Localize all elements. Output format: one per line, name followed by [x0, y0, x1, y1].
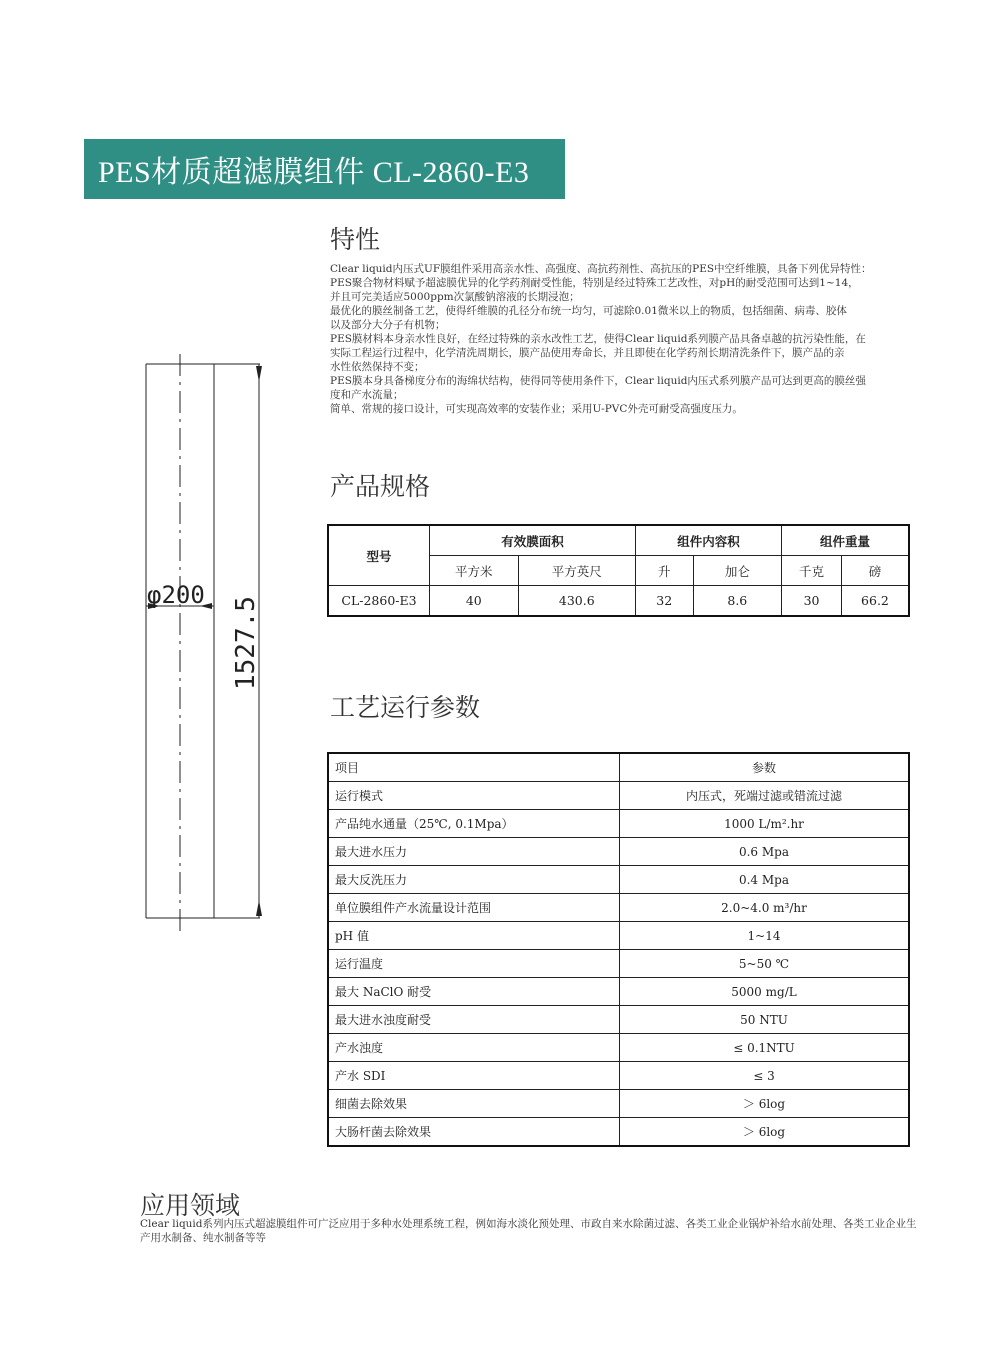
length-label: 1527.5	[231, 596, 261, 690]
param-name: 大肠杆菌去除效果	[328, 1118, 620, 1147]
table-row	[328, 810, 909, 838]
feature-line: 以及部分大分子有机物；	[330, 319, 446, 331]
feature-line: PES聚合物材料赋予超滤膜优异的化学药剂耐受性能，特别是经过特殊工艺改性，对pH的耐受范围可达到1~14，	[330, 277, 859, 289]
spec-lb: 66.2	[841, 586, 909, 617]
param-name: 最大 NaClO 耐受	[328, 978, 620, 1006]
spec-m2: 40	[430, 586, 519, 617]
spec-header-model: 型号	[328, 525, 430, 586]
table-row	[328, 1034, 909, 1062]
feature-line: PES膜本身具备梯度分布的海绵状结构，使得同等使用条件下，Clear liquid内压式系列膜产品可达到更高的膜丝强	[330, 375, 866, 387]
spec-header-weight: 组件重量	[782, 525, 909, 556]
table-row	[328, 838, 909, 866]
param-value: 0.6 Mpa	[620, 838, 910, 866]
feature-line: PES膜材料本身亲水性良好，在经过特殊的亲水改性工艺，使得Clear liquid系列膜产品具备卓越的抗污染性能，在	[330, 333, 866, 345]
table-row	[328, 922, 909, 950]
unit-l: 升	[635, 556, 693, 586]
params-header-row	[328, 753, 909, 782]
unit-gal: 加仑	[693, 556, 782, 586]
feature-line: 水性依然保持不变；	[330, 361, 425, 373]
param-value: ≤ 3	[620, 1062, 910, 1090]
param-name: 产品纯水通量（25℃, 0.1Mpa）	[328, 810, 620, 838]
spec-model: CL-2860-E3	[328, 586, 430, 617]
param-name: 细菌去除效果	[328, 1090, 620, 1118]
features-text	[330, 262, 910, 416]
spec-gal: 8.6	[693, 586, 782, 617]
params-title: 工艺运行参数	[330, 693, 481, 722]
param-value: 5000 mg/L	[620, 978, 910, 1006]
table-row	[328, 782, 909, 810]
feature-line: Clear liquid内压式UF膜组件采用高亲水性、高强度、高抗药剂性、高抗压的PES中空纤维膜，具备下列优异特性：	[330, 263, 872, 275]
param-name: 产水 SDI	[328, 1062, 620, 1090]
param-name: 最大反洗压力	[328, 866, 620, 894]
param-name: 最大进水压力	[328, 838, 620, 866]
table-row	[328, 978, 909, 1006]
spec-header-volume: 组件内容积	[635, 525, 781, 556]
page-title-banner	[84, 139, 565, 199]
param-value: 5~50 ℃	[620, 950, 910, 978]
unit-ft2: 平方英尺	[518, 556, 635, 586]
spec-kg: 30	[782, 586, 842, 617]
param-name: 运行温度	[328, 950, 620, 978]
module-dimension-drawing	[120, 350, 280, 940]
feature-line: 度和产水流量；	[330, 389, 404, 401]
param-value: 50 NTU	[620, 1006, 910, 1034]
param-name: 运行模式	[328, 782, 620, 810]
unit-kg: 千克	[782, 556, 842, 586]
param-value: 1~14	[620, 922, 910, 950]
param-value: ＞ 6log	[620, 1090, 910, 1118]
param-name: pH 值	[328, 922, 620, 950]
features-title: 特性	[330, 225, 381, 254]
param-value: 1000 L/m².hr	[620, 810, 910, 838]
table-row	[328, 894, 909, 922]
spec-table	[327, 524, 910, 617]
spec-ft2: 430.6	[518, 586, 635, 617]
spec-l: 32	[635, 586, 693, 617]
spec-title: 产品规格	[330, 472, 431, 501]
feature-line: 简单、常规的接口设计，可实现高效率的安装作业；采用U-PVC外壳可耐受高强度压力。	[330, 403, 743, 415]
param-value: ＞ 6log	[620, 1118, 910, 1147]
table-row	[328, 950, 909, 978]
param-value: 内压式，死端过滤或错流过滤	[620, 782, 910, 810]
feature-line: 最优化的膜丝制备工艺，使得纤维膜的孔径分布统一均匀，可滤除0.01微米以上的物质，包括细菌、病毒、胶体	[330, 305, 847, 317]
params-header-name: 项目	[328, 753, 620, 782]
unit-m2: 平方米	[430, 556, 519, 586]
page-title: PES材质超滤膜组件 CL-2860-E3	[98, 156, 530, 189]
unit-lb: 磅	[841, 556, 909, 586]
application-title: 应用领域	[140, 1191, 241, 1220]
param-name: 单位膜组件产水流量设计范围	[328, 894, 620, 922]
params-header-value: 参数	[620, 753, 910, 782]
table-row	[328, 1006, 909, 1034]
diameter-label: φ200	[147, 581, 205, 609]
param-value: 2.0~4.0 m³/hr	[620, 894, 910, 922]
param-value: ≤ 0.1NTU	[620, 1034, 910, 1062]
param-name: 最大进水浊度耐受	[328, 1006, 620, 1034]
param-value: 0.4 Mpa	[620, 866, 910, 894]
feature-line: 实际工程运行过程中，化学清洗周期长，膜产品使用寿命长，并且即使在化学药剂长期清洗条件下，膜产品的亲	[330, 347, 845, 359]
params-table	[327, 752, 910, 1147]
table-row	[328, 1090, 909, 1118]
param-name: 产水浊度	[328, 1034, 620, 1062]
table-row	[328, 1062, 909, 1090]
spec-header-area: 有效膜面积	[430, 525, 636, 556]
table-row	[328, 1118, 909, 1147]
feature-line: 并且可完美适应5000ppm次氯酸钠溶液的长期浸泡；	[330, 291, 580, 303]
application-text: Clear liquid系列内压式超滤膜组件可广泛应用于多种水处理系统工程，例如海水淡化预处理、市政自来水除菌过滤、各类工业企业锅炉补给水前处理、各类工业企业生产用水制备、纯水制备等等	[140, 1218, 917, 1244]
table-row	[328, 586, 909, 617]
table-row	[328, 866, 909, 894]
